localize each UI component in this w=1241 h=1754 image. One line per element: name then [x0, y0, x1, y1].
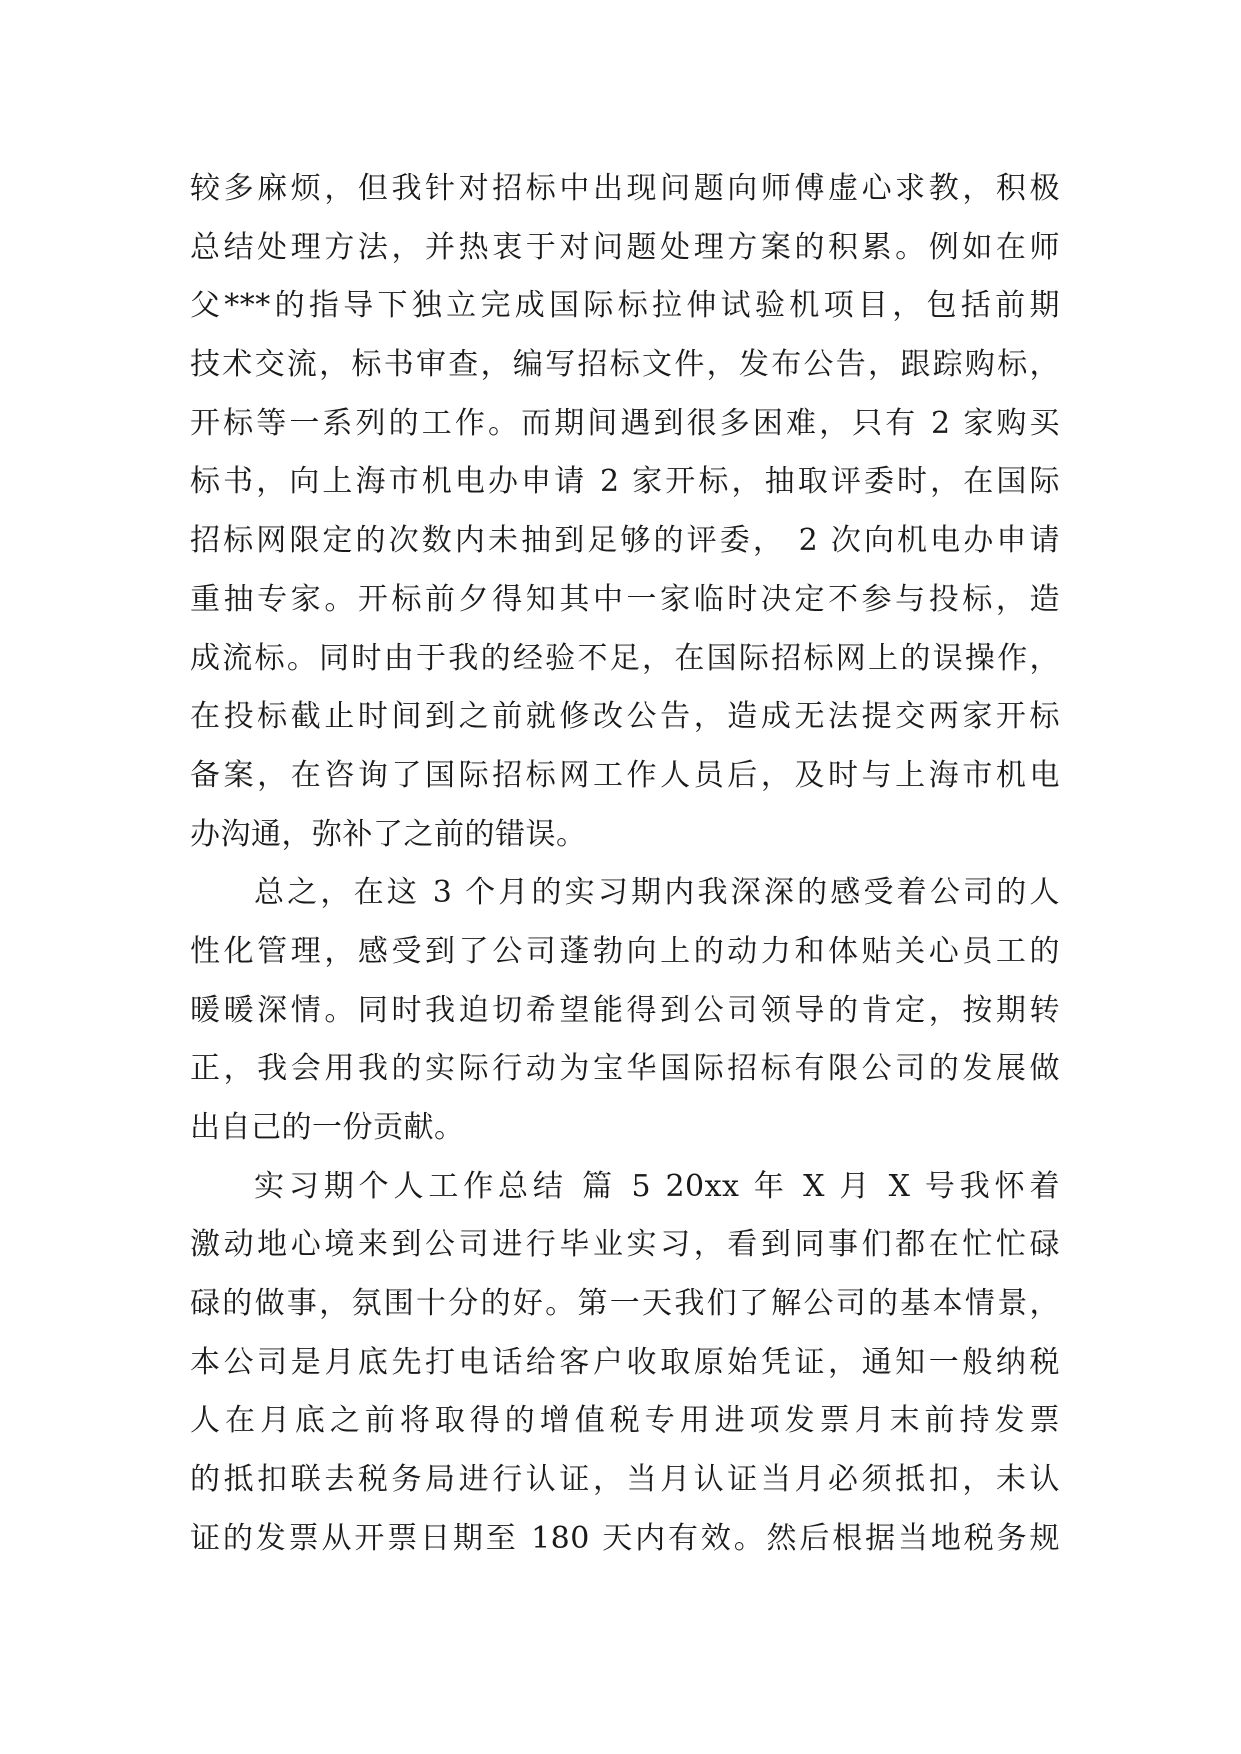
text-line: 办沟通，弥补了之前的错误。 [190, 816, 587, 852]
text-line: 证的发票从开票日期至 180 天内有效。然后根据当地税务规 [190, 1520, 1060, 1556]
text-line: 总结处理方法，并热衷于对问题处理方案的积累。例如在师 [190, 229, 1060, 265]
text-line: 备案，在咨询了国际招标网工作人员后，及时与上海市机电 [190, 757, 1060, 793]
text-line: 人在月底之前将取得的增值税专用进项发票月末前持发票 [190, 1403, 1060, 1439]
text-line: 的抵扣联去税务局进行认证，当月认证当月必须抵扣，未认 [190, 1462, 1060, 1498]
text-line: 父***的指导下独立完成国际标拉伸试验机项目，包括前期 [190, 288, 1060, 324]
text-line: 碌的做事，氛围十分的好。第一天我们了解公司的基本情景， [190, 1286, 1060, 1322]
text-line: 重抽专家。开标前夕得知其中一家临时决定不参与投标，造 [190, 581, 1060, 617]
text-line: 出自己的一份贡献。 [190, 1110, 465, 1145]
text-line: 招标网限定的次数内未抽到足够的评委， 2 次向机电办申请 [190, 523, 1060, 559]
text-line: 本公司是月底先打电话给客户收取原始凭证，通知一般纳税 [190, 1344, 1060, 1380]
text-line: 成流标。同时由于我的经验不足，在国际招标网上的误操作， [190, 640, 1060, 676]
text-line: 开标等一系列的工作。而期间遇到很多困难，只有 2 家购买 [190, 405, 1060, 441]
text-line: 较多麻烦，但我针对招标中出现问题向师傅虚心求教，积极 [190, 171, 1060, 206]
text-line: 激动地心境来到公司进行毕业实习，看到同事们都在忙忙碌 [190, 1227, 1060, 1263]
text-line: 正，我会用我的实际行动为宝华国际招标有限公司的发展做 [190, 1051, 1060, 1087]
text-line: 实习期个人工作总结 篇 5 20xx 年 X 月 X 号我怀着 [254, 1168, 1060, 1204]
text-line: 技术交流，标书审查，编写招标文件，发布公告，跟踪购标， [190, 347, 1060, 383]
text-line: 总之，在这 3 个月的实习期内我深深的感受着公司的人 [254, 875, 1060, 911]
text-line: 在投标截止时间到之前就修改公告，造成无法提交两家开标 [190, 699, 1060, 735]
text-line: 暖暖深情。同时我迫切希望能得到公司领导的肯定，按期转 [190, 992, 1060, 1028]
text-line: 性化管理，感受到了公司蓬勃向上的动力和体贴关心员工的 [190, 933, 1060, 969]
body-text [190, 160, 1060, 1569]
text-line: 标书，向上海市机电办申请 2 家开标，抽取评委时，在国际 [190, 464, 1060, 500]
